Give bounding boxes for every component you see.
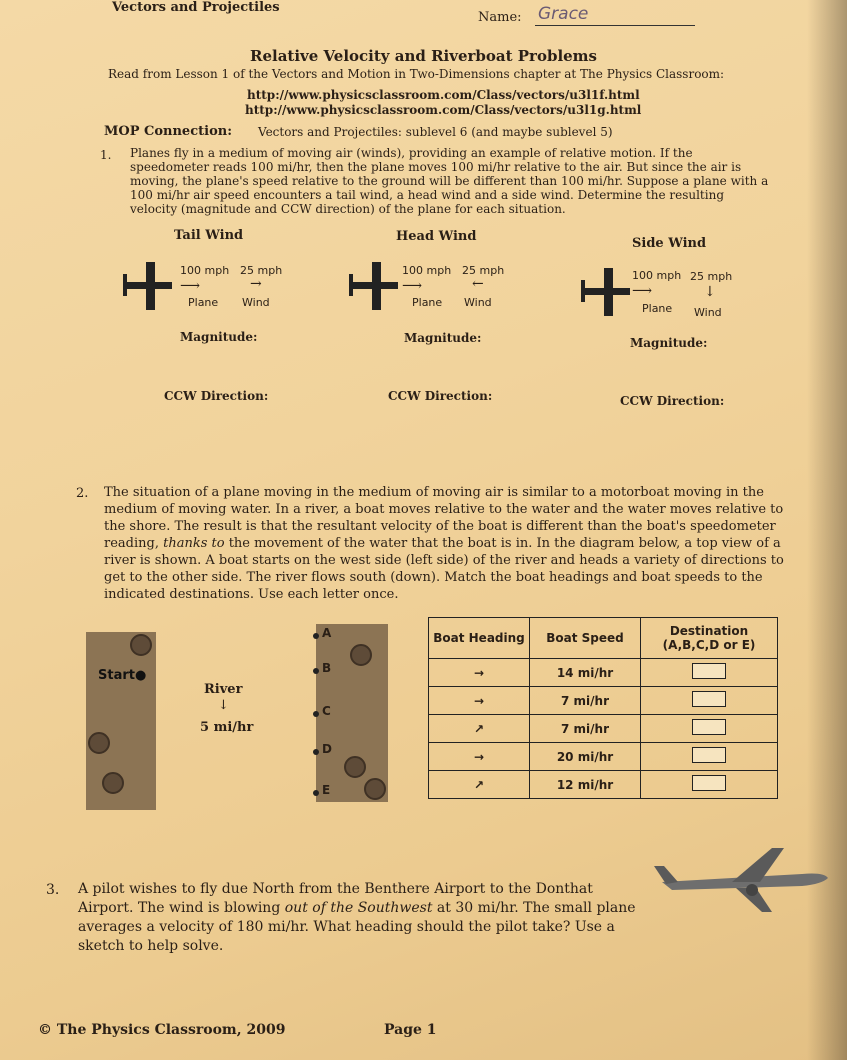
head-plane-arrow: ⟶	[402, 278, 423, 294]
boat-heading-cell: →	[429, 743, 530, 771]
question-2-number: 2.	[76, 486, 89, 501]
mop-label: MOP Connection:	[104, 124, 232, 139]
side-plane-speed: 100 mph	[632, 269, 682, 282]
start-label: Start●	[98, 668, 147, 683]
q3-text-part-a: A pilot wishes to fly due North from the Benthere Airport to the Donthat Airport. The wind is blowing	[78, 881, 593, 916]
boat-table	[428, 617, 778, 799]
url-link-1[interactable]: http://www.physicsclassroom.com/Class/vectors/u3l1f.html	[247, 88, 640, 102]
destination-dot-b	[313, 668, 319, 674]
tail-wind-label: Wind	[242, 296, 270, 309]
side-direction-label: CCW Direction:	[620, 394, 725, 408]
q2-text-part-b: the movement of the water that the boat is in. In the diagram below, a top view of a river is shown. A boat starts on the west side (left side) of the river and heads a variety of directions to get to the other side. The river flows south (down). Match the boat headings and boat speeds to the indicated destinations. Use each letter once.	[104, 536, 784, 602]
head-direction-label: CCW Direction:	[388, 389, 493, 403]
mop-text: Vectors and Projectiles: sublevel 6 (and maybe sublevel 5)	[258, 125, 613, 139]
side-wind-title: Side Wind	[632, 236, 707, 251]
river-speed: 5 mi/hr	[200, 720, 254, 735]
tail-plane-speed: 100 mph	[180, 264, 230, 277]
destination-a: A	[322, 626, 332, 640]
side-wind-speed: 25 mph	[690, 270, 733, 283]
side-magnitude-label: Magnitude:	[630, 336, 708, 350]
header-boat-heading: Boat Heading	[429, 618, 530, 659]
destination-answer-box[interactable]	[692, 691, 726, 707]
name-label: Name:	[478, 10, 522, 25]
table-row	[429, 659, 778, 687]
side-wind-arrow: ↓	[704, 284, 716, 300]
boat-speed-cell: 14 mi/hr	[530, 659, 641, 687]
side-plane-arrow: ⟶	[632, 283, 653, 299]
question-1-number: 1.	[100, 148, 112, 162]
question-3-number: 3.	[46, 882, 60, 898]
destination-cell	[641, 715, 778, 743]
boulder-icon	[350, 644, 372, 666]
destination-cell	[641, 743, 778, 771]
url-link-2[interactable]: http://www.physicsclassroom.com/Class/vectors/u3l1g.html	[245, 103, 642, 117]
tail-plane-arrow: ⟶	[180, 278, 201, 294]
boulder-icon	[102, 772, 124, 794]
tail-plane-label: Plane	[188, 296, 219, 309]
header-destination: Destination (A,B,C,D or E)	[641, 618, 778, 659]
q3-text-emphasis: out of the Southwest	[284, 900, 433, 916]
q2-text-part-a: The situation of a plane moving in the medium of moving air is similar to a motorboat moving in the medium of moving water. In a river, a boat moves relative to the water and the water moves relative to the shore. The result is that the resultant velocity of the boat is different than the boat's speedometer reading,	[104, 485, 784, 551]
table-row	[429, 687, 778, 715]
destination-d: D	[322, 742, 332, 756]
boat-speed-cell: 7 mi/hr	[530, 687, 641, 715]
name-line	[535, 25, 695, 26]
header-boat-speed: Boat Speed	[530, 618, 641, 659]
head-wind-arrow: ←	[472, 276, 484, 292]
boat-heading-cell: →	[429, 687, 530, 715]
head-plane-label: Plane	[412, 296, 443, 309]
question-1-text: Planes fly in a medium of moving air (winds), providing an example of relative motion. If the speedometer reads 100 mi/hr, then the plane moves 100 mi/hr relative to the air. But since the air is moving, the plane's speed relative to the ground will be different than 100 mi/hr. Suppose a plane with a 100 mi/hr air speed encounters a tail wind, a head wind and a side wind. Determine the resulting velocity (magnitude and CCW direction) of the plane for each situation.	[130, 146, 769, 216]
table-row	[429, 771, 778, 799]
river-label: River	[204, 682, 243, 697]
airliner-icon	[652, 838, 832, 918]
destination-dot-c	[313, 711, 319, 717]
copyright-footer: © The Physics Classroom, 2009	[38, 1022, 286, 1038]
boat-speed-cell: 12 mi/hr	[530, 771, 641, 799]
destination-b: B	[322, 661, 332, 675]
destination-cell	[641, 771, 778, 799]
head-wind-speed: 25 mph	[462, 264, 505, 277]
boulder-icon	[88, 732, 110, 754]
q3-text-part-b: at 30 mi/hr. The small plane averages a velocity of 180 mi/hr. What heading should the pilot take? Use a sketch to help solve.	[78, 900, 636, 954]
table-row	[429, 743, 778, 771]
river-flow-arrow: ↓	[218, 698, 229, 713]
tail-magnitude-label: Magnitude:	[180, 330, 258, 344]
destination-dot-e	[313, 790, 319, 796]
read-from-text: Read from Lesson 1 of the Vectors and Motion in Two-Dimensions chapter at The Physics Classroom:	[108, 67, 725, 81]
head-wind-title: Head Wind	[396, 229, 477, 244]
tail-wind-title: Tail Wind	[174, 228, 244, 243]
destination-dot-a	[313, 633, 319, 639]
destination-answer-box[interactable]	[692, 663, 726, 679]
head-wind-label: Wind	[464, 296, 492, 309]
boulder-icon	[344, 756, 366, 778]
destination-cell	[641, 659, 778, 687]
airplane-icon	[578, 264, 632, 322]
question-2-text	[104, 484, 804, 603]
destination-e: E	[322, 783, 331, 797]
q2-text-emphasis: thanks to	[163, 536, 225, 551]
page-title: Relative Velocity and Riverboat Problems	[250, 47, 597, 65]
destination-answer-box[interactable]	[692, 747, 726, 763]
head-magnitude-label: Magnitude:	[404, 331, 482, 345]
boulder-icon	[130, 634, 152, 656]
tail-direction-label: CCW Direction:	[164, 389, 269, 403]
tail-wind-arrow: →	[250, 276, 262, 292]
name-value: Grace	[538, 4, 589, 24]
destination-cell	[641, 687, 778, 715]
destination-answer-box[interactable]	[692, 719, 726, 735]
boat-speed-cell: 7 mi/hr	[530, 715, 641, 743]
question-3-text	[78, 880, 648, 956]
boat-speed-cell: 20 mi/hr	[530, 743, 641, 771]
boulder-icon	[364, 778, 386, 800]
page-number: Page 1	[384, 1022, 437, 1038]
airplane-icon	[346, 258, 400, 316]
head-plane-speed: 100 mph	[402, 264, 452, 277]
destination-c: C	[322, 704, 331, 718]
side-wind-label: Wind	[694, 306, 722, 319]
destination-answer-box[interactable]	[692, 775, 726, 791]
boat-heading-cell: ↗	[429, 771, 530, 799]
boat-heading-cell: ↗	[429, 715, 530, 743]
table-row	[429, 715, 778, 743]
side-plane-label: Plane	[642, 302, 673, 315]
unit-title: Vectors and Projectiles	[112, 0, 280, 15]
boat-heading-cell: →	[429, 659, 530, 687]
tail-wind-speed: 25 mph	[240, 264, 283, 277]
destination-dot-d	[313, 749, 319, 755]
airplane-icon	[120, 258, 174, 316]
